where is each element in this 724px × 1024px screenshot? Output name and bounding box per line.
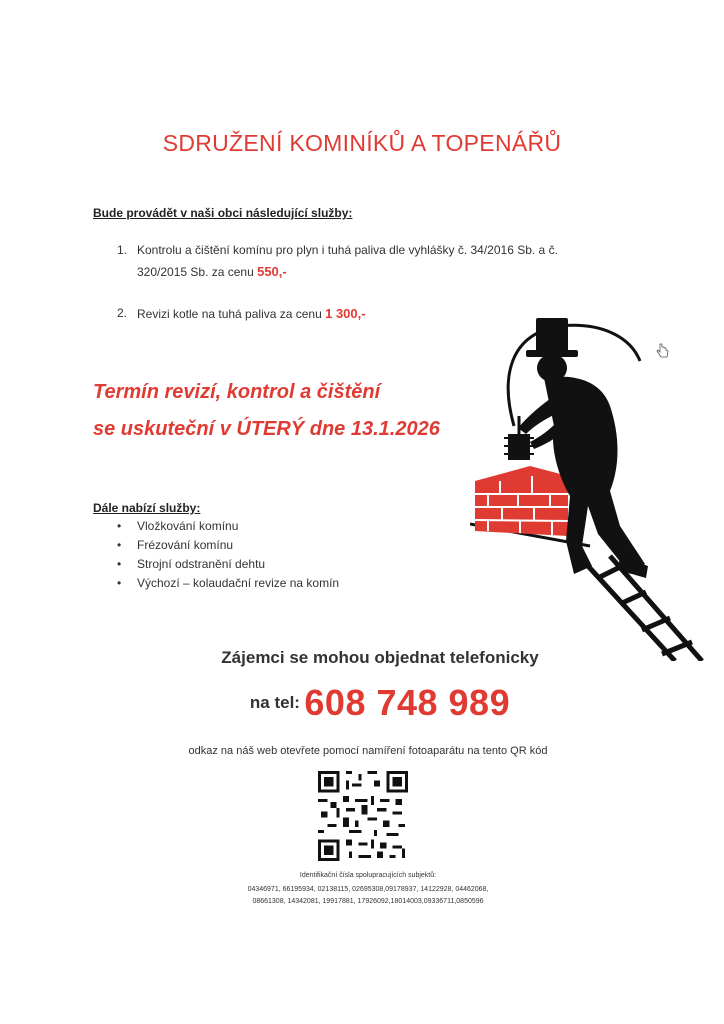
service-text: Revizi kotle na tuhá paliva za cenu bbox=[137, 307, 326, 321]
ids-line: 08661308, 14342081, 19917881, 17926092,18014003,09336711,0850596 bbox=[252, 898, 484, 905]
service-price: 1 300,- bbox=[325, 306, 366, 321]
services-intro: Bude provádět v naši obci následující služby: bbox=[93, 206, 353, 220]
hand-cursor-icon bbox=[656, 343, 670, 359]
order-text: Zájemci se mohou objednat telefonicky bbox=[221, 648, 539, 667]
bullet-icon: • bbox=[117, 557, 122, 571]
phone-line bbox=[0, 682, 724, 724]
bullet-icon: • bbox=[117, 538, 122, 552]
phone-label: na tel: bbox=[249, 693, 300, 712]
list-item-text: Frézování komínu bbox=[137, 538, 234, 552]
list-item-text: Strojní odstranění dehtu bbox=[137, 557, 266, 571]
service-item-1 bbox=[117, 240, 617, 283]
list-item bbox=[117, 555, 339, 574]
term-line-2: se uskuteční v ÚTERÝ dne 13.1.2026 bbox=[93, 418, 440, 440]
bullet-icon: • bbox=[117, 576, 122, 590]
list-item bbox=[117, 517, 339, 536]
more-services-heading: Dále nabízí služby: bbox=[93, 501, 201, 515]
phone-number[interactable]: 608 748 989 bbox=[304, 682, 511, 723]
service-text: 320/2015 Sb. za cenu bbox=[137, 265, 258, 279]
chimney-icon bbox=[475, 466, 568, 536]
more-services-list bbox=[117, 517, 339, 593]
list-item-text: Vložkování komínu bbox=[137, 519, 239, 533]
sweep-figure bbox=[518, 318, 648, 578]
service-number: 2. bbox=[117, 306, 128, 320]
service-text-line2 bbox=[137, 261, 617, 283]
ids-list bbox=[0, 884, 724, 908]
service-number: 1. bbox=[117, 243, 128, 257]
ids-heading: Identifikační čísla spolupracujících subjektů: bbox=[299, 872, 437, 879]
qr-note: odkaz na náš web otevřete pomocí namíření fotoaparátu na tento QR kód bbox=[188, 745, 548, 757]
bullet-icon: • bbox=[117, 519, 122, 533]
list-item bbox=[117, 574, 339, 593]
list-item bbox=[117, 536, 339, 555]
service-price: 550,- bbox=[257, 264, 287, 279]
qr-code-icon[interactable] bbox=[318, 771, 408, 861]
ids-line: 04346971, 66195934, 02138115, 02695308,09178937, 14122928, 04462068, bbox=[247, 886, 489, 893]
service-text: Kontrolu a čištění komínu pro plyn i tuhá paliva dle vyhlášky č. 34/2016 Sb. a č. bbox=[137, 243, 558, 257]
page-title: SDRUŽENÍ KOMINÍKŮ A TOPENÁŘŮ bbox=[162, 130, 562, 156]
list-item-text: Výchozí – kolaudační revize na komín bbox=[137, 576, 340, 590]
chimney-sweep-icon bbox=[470, 316, 710, 661]
term-line-1: Termín revizí, kontrol a čištění bbox=[93, 381, 381, 403]
